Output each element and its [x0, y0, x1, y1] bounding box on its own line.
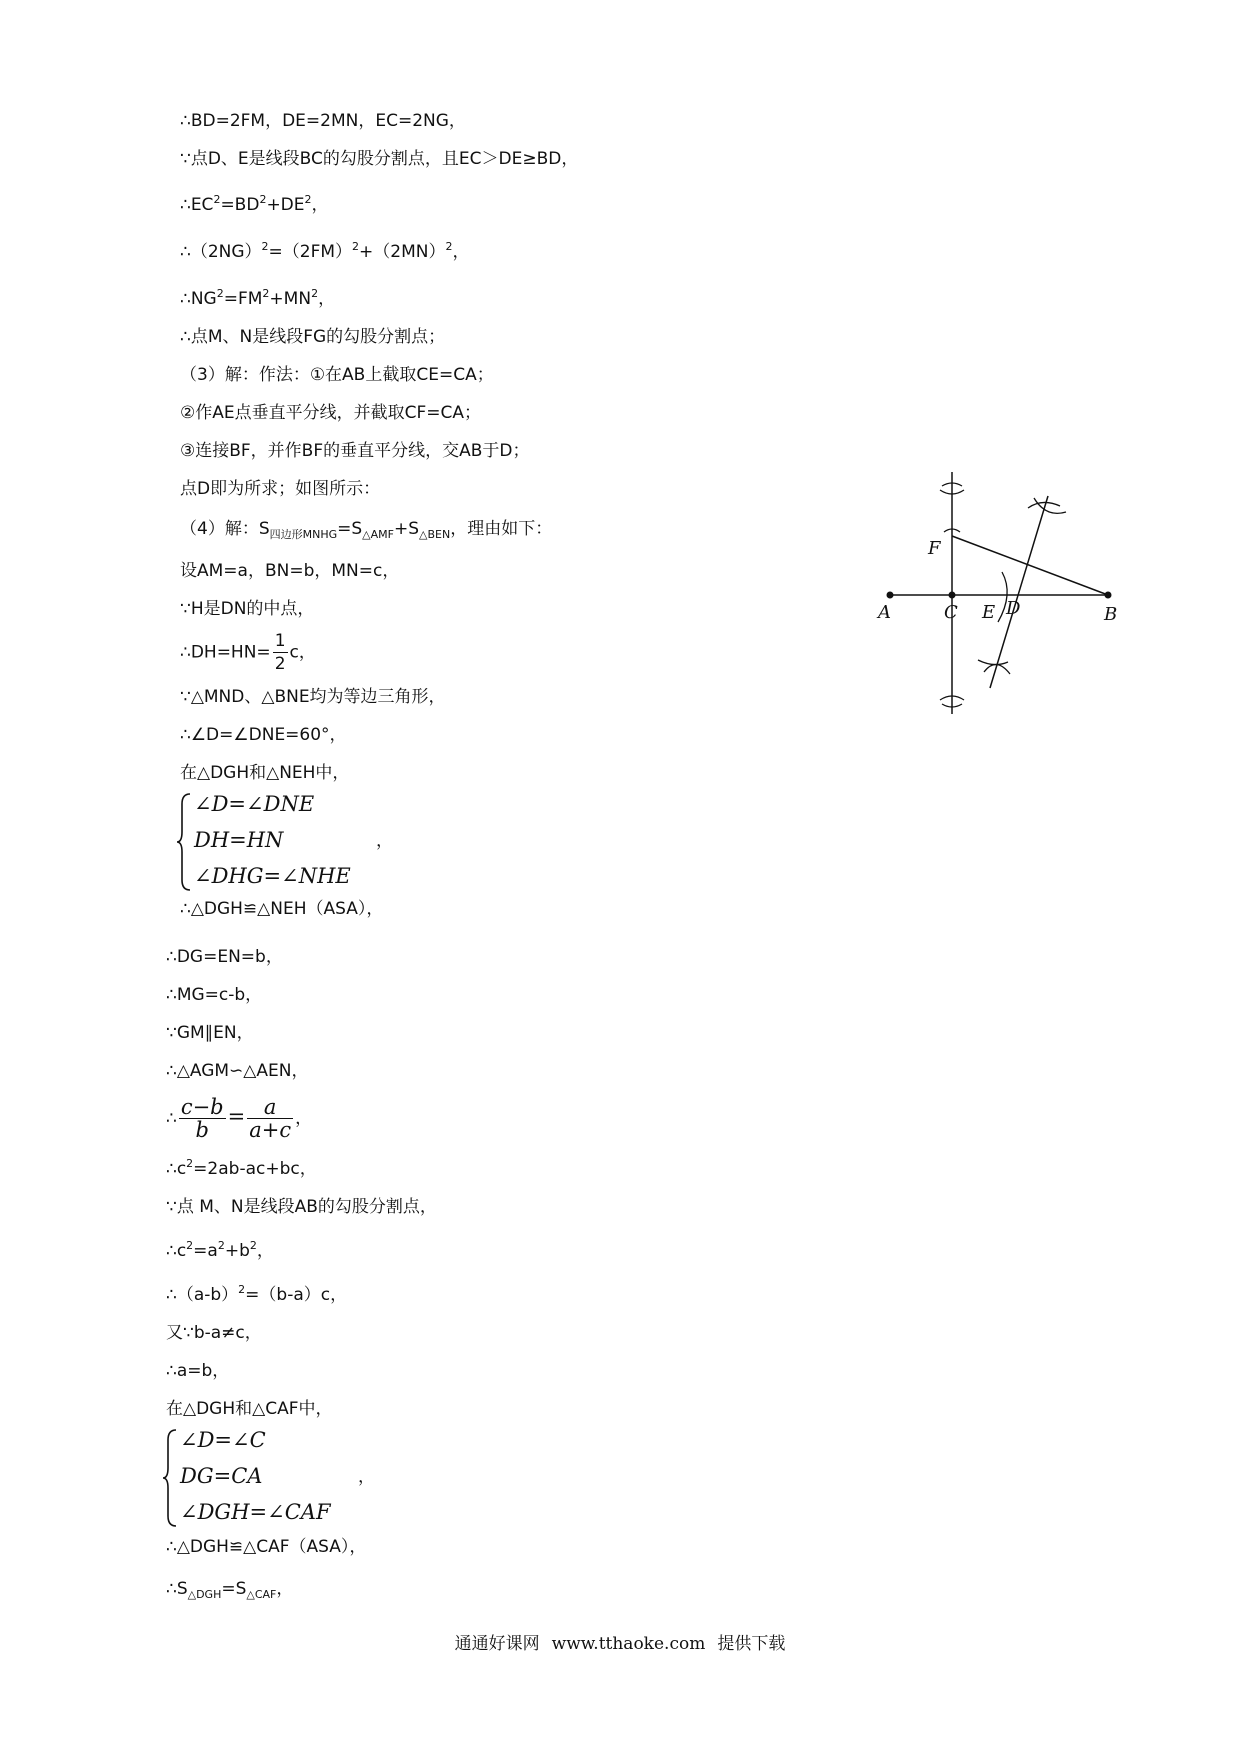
label-a: A [878, 602, 891, 623]
system1-row-3: ∠DHG=∠NHE [194, 864, 351, 888]
line-8: ②作AE点垂直平分线，并截取CF=CA； [180, 403, 482, 423]
line-20: ∴MG=c-b， [166, 985, 263, 1005]
point-c [949, 592, 956, 599]
line-23: ∴ $\frac{c-b}{b}$ = $\frac{a}{a+c}$ ， [166, 1095, 313, 1142]
footer-url[interactable]: www.tthaoke.com [551, 1634, 706, 1654]
system2-row-2: DG=CA [180, 1464, 263, 1488]
fraction-half: $\frac{1}{2}$ [274, 631, 286, 674]
segment-fb [952, 536, 1108, 595]
line-10: 点D即为所求；如图所示： [180, 479, 381, 499]
system2-row-1: ∠D=∠C [180, 1428, 266, 1452]
page-footer [0, 1629, 1240, 1654]
label-b: B [1104, 604, 1118, 625]
system2-comma: ， [358, 1467, 375, 1487]
system2-row-3: ∠DGH=∠CAF [180, 1500, 331, 1524]
footer-site: 通通好课网 [454, 1634, 540, 1654]
bisector-fb [990, 496, 1048, 688]
left-brace-1 [176, 792, 192, 892]
footer-note: 提供下载 [717, 1634, 786, 1654]
line-32: $\therefore S_{\triangle DGH}=S_{\triangle CAF}$， [166, 1579, 294, 1601]
label-c: C [944, 602, 958, 623]
arc-mark-bisector-bottom [978, 660, 1008, 665]
point-b [1105, 592, 1112, 599]
system1-row-2: DH=HN [194, 828, 284, 852]
line-13: ∵H是DN的中点， [180, 599, 315, 619]
construction-figure [870, 468, 1130, 728]
line-29: ∴a=b， [166, 1361, 230, 1381]
label-e: E [982, 602, 996, 623]
line-7: （3）解：作法：①在AB上截取CE=CA； [180, 365, 494, 385]
line-11: （4）解：$S_{四边形MNHG}=S_{\triangle AMF}+S_{\triangle BEN}$，理由如下： [180, 519, 553, 541]
line-2: ∵点D、E是线段BC的勾股分割点，且EC＞DE≥BD， [180, 149, 579, 169]
line-6: ∴点M、N是线段FG的勾股分割点； [180, 327, 446, 347]
line-15: ∵△MND、△BNE均为等边三角形， [180, 687, 446, 707]
system1-row-1: ∠D=∠DNE [194, 792, 315, 816]
left-brace-2 [162, 1428, 178, 1528]
line-19: ∴DG=EN=b， [166, 947, 283, 967]
line-5: $\therefore NG^2=FM^2+MN^2$， [180, 287, 336, 309]
line-14: ∴DH=HN= $\frac{1}{2}$ c， [180, 631, 316, 674]
line-4: $\therefore(2NG)^2=(2FM)^2+(2MN)^2$， [180, 240, 470, 262]
line-3: $\therefore EC^2=BD^2+DE^2$， [180, 193, 329, 215]
line-28: 又∵b-a≠c， [166, 1323, 262, 1343]
line-18: ∴△DGH≌△NEH（ASA）， [180, 899, 384, 919]
line-1: ∴BD=2FM，DE=2MN，EC=2NG， [180, 111, 466, 131]
line-17: 在△DGH和△NEH中， [180, 763, 350, 783]
label-f: F [928, 538, 941, 559]
line-16: ∴∠D=∠DNE=60°， [180, 725, 347, 745]
fraction-right: $\frac{a}{a+c}$ [249, 1095, 292, 1142]
line-12: 设AM=a，BN=b，MN=c， [180, 561, 400, 581]
system1-comma: ， [376, 831, 393, 851]
line-24: $\therefore c^2=2ab-ac+bc$， [166, 1157, 317, 1179]
fraction-left: $\frac{c-b}{b}$ [180, 1095, 224, 1142]
line-21: ∵GM∥EN， [166, 1023, 254, 1043]
point-a [887, 592, 894, 599]
line-31: ∴△DGH≌△CAF（ASA）， [166, 1537, 367, 1557]
label-d: D [1006, 598, 1021, 619]
line-26: $\therefore c^2=a^2+b^2$， [166, 1239, 274, 1261]
line-27: $\therefore(a-b)^2=(b-a)c$， [166, 1283, 348, 1305]
line-9: ③连接BF，并作BF的垂直平分线，交AB于D； [180, 441, 530, 461]
line-25: ∵点 M、N是线段AB的勾股分割点， [166, 1197, 437, 1217]
line-22: ∴△AGM∽△AEN， [166, 1061, 309, 1081]
line-30: 在△DGH和△CAF中， [166, 1399, 333, 1419]
arc-mark-bisector-top-2 [1034, 498, 1066, 513]
